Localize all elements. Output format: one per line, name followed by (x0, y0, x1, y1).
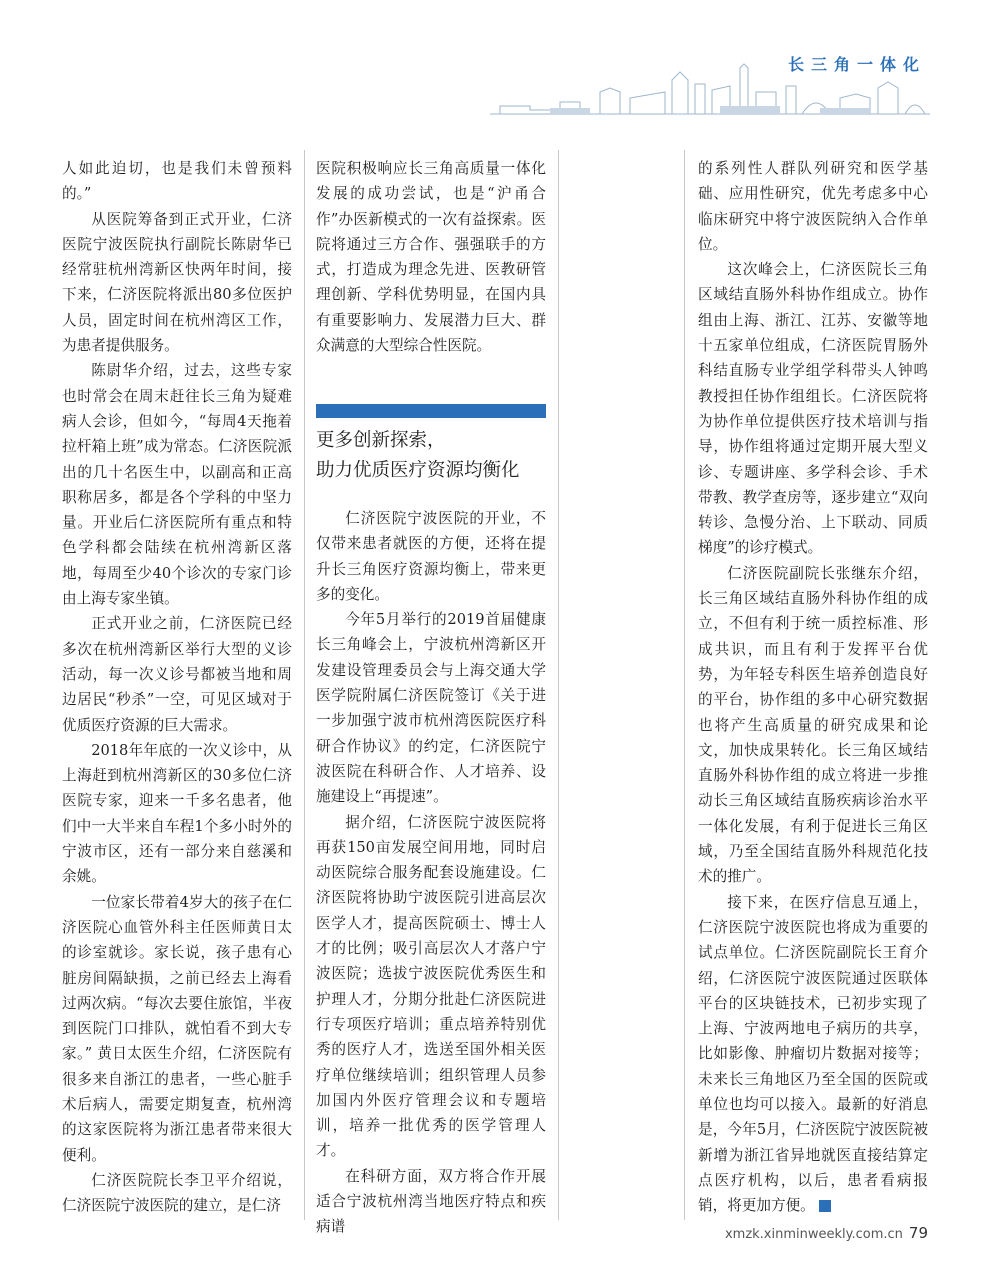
paragraph: 2018年年底的一次义诊中，从上海赶到杭州湾新区的30多位仁济医院专家，迎来一千多名患者，他们中一大半来自车程1个多小时外的宁波市区，还有一部分来自慈溪和余姚。 (62, 741, 292, 886)
footer-url: xmzk.xinminweekly.com.cn (724, 1227, 903, 1242)
column-divider-3 (684, 150, 685, 1220)
paragraph: 仁济医院副院长张继东介绍，长三角区域结直肠外科协作组的成立，不但有利于统一质控标准、形成共识，而且有利于发挥平台优势，为年轻专科医生培养创造良好的平台，协作组的多中心研究数据也将产生高质量的研究成果和论文，加快成果转化。长三角区域结直肠外科协作组的成立将进一步推动长三角区域结直肠疾病诊治水平一体化发展，有利于促进长三角区域，乃至全国结直肠外科规范化技术的推广。 (698, 564, 928, 886)
paragraph: 医院积极响应长三角高质量一体化发展的成功尝试，也是“沪甬合作”办医新模式的一次有益探索。医院将通过三方合作、强强联手的方式，打造成为理念先进、医教研管理创新、学科优势明显，在国内具有重要影响力、发展潜力巨大、群众满意的大型综合性医院。 (316, 160, 546, 355)
paragraph: 一位家长带着4岁大的孩子在仁济医院心血管外科主任医师黄日太的诊室就诊。家长说，孩子患有心脏房间隔缺损，之前已经去上海看过两次病。“每次去要住旅馆，半夜到医院门口排队，就怕看不到大专家。” 黄日太医生介绍，仁济医院有很多来自浙江的患者，一些心脏手术后病人，需要定期复查，杭州湾的这家医院将为浙江患者带来很大便利。 (62, 893, 292, 1164)
subhead-accent-bar (316, 404, 546, 418)
paragraph: 今年5月举行的2019首届健康长三角峰会上，宁波杭州湾新区开发建设管理委员会与上海交通大学医学院附属仁济医院签订《关于进一步加强宁波市杭州湾医院医疗科研合作协议》的约定，仁济医院宁波医院在科研合作、人才培养、设施建设上“再提速”。 (316, 611, 546, 806)
article-column-2-continued (316, 506, 546, 1240)
paragraph: 在科研方面，双方将合作开展适合宁波杭州湾当地医疗特点和疾病谱 (316, 1167, 546, 1236)
city-skyline-illustration (490, 62, 930, 124)
paragraph: 这次峰会上，仁济医院长三角区域结直肠外科协作组成立。协作组由上海、浙江、江苏、安徽等地十五家单位组成，仁济医院胃肠外科结直肠专业学组学科带头人钟鸣教授担任协作组组长。仁济医院将为协作单位提供医疗技术培训与指导，协作组将通过定期开展大型义诊、专题讲座、多学科会诊、手术带教、教学查房等，逐步建立“双向转诊、急慢分治、上下联动、同质梯度”的诊疗模式。 (698, 261, 928, 557)
column-divider-2 (558, 150, 559, 1220)
section-label: 长三角一体化 (787, 55, 926, 74)
paragraph: 据介绍，仁济医院宁波医院将再获150亩发展空间用地，同时启动医院综合服务配套设施建设。仁济医院将协助宁波医院引进高层次医学人才，提高医院硕士、博士人才的比例；吸引高层次人才落户宁波医院；选拔宁波医院优秀医生和护理人才，分期分批赴仁济医院进行专项医疗培训；重点培养特别优秀的医疗人才，选送至国外相关医疗单位继续培训；组织管理人员参加国内外医疗管理会议和专题培训，培养一批优秀的医学管理人才。 (316, 813, 546, 1160)
article-column-2 (316, 156, 546, 358)
page-number: 79 (908, 1224, 928, 1242)
paragraph: 人如此迫切，也是我们未曾预料的。” (62, 160, 292, 203)
column-divider-1 (304, 150, 305, 1220)
subheading-line-1: 更多创新探索， (316, 430, 446, 451)
paragraph: 的系列性人群队列研究和医学基础、应用性研究，优先考虑多中心临床研究中将宁波医院纳入合作单位。 (698, 160, 928, 253)
article-column-3 (698, 156, 928, 1218)
paragraph: 陈尉华介绍，过去，这些专家也时常会在周末赶往长三角为疑难病人会诊，但如今，“每周4天拖着拉杆箱上班”成为常态。仁济医院派出的几十名医生中，以副高和正高职称居多，都是各个学科的中坚力量。开业后仁济医院所有重点和特色学科都会陆续在杭州湾新区落地，每周至少40个诊次的专家门诊由上海专家坐镇。 (62, 362, 292, 608)
section-subheading (316, 426, 556, 486)
paragraph: 接下来，在医疗信息互通上，仁济医院宁波医院也将成为重要的试点单位。仁济医院副院长王育介绍，仁济医院宁波医院通过医联体平台的区块链技术，已初步实现了上海、宁波两地电子病历的共享，比如影像、肿瘤切片数据对接等；未来长三角地区乃至全国的医院或单位也均可以接入。最新的好消息是，今年5月，仁济医院宁波医院被新增为浙江省异地就医直接结算定点医疗机构，以后，患者看病报销，将更加方便。 M (698, 893, 928, 1215)
paragraph: 仁济医院院长李卫平介绍说，仁济医院宁波医院的建立，是仁济 (62, 1171, 292, 1215)
paragraph: 正式开业之前，仁济医院已经多次在杭州湾新区举行大型的义诊活动，每一次义诊号都被当地和周边居民“秒杀”一空，可见区域对于优质医疗资源的巨大需求。 (62, 615, 292, 734)
article-end-mark-icon: M (819, 1200, 831, 1212)
article-column-1 (62, 156, 292, 1218)
page-footer (725, 1224, 928, 1242)
paragraph: 仁济医院宁波医院的开业，不仅带来患者就医的方便，还将在提升长三角医疗资源均衡上，带来更多的变化。 (316, 510, 546, 603)
paragraph: 从医院筹备到正式开业，仁济医院宁波医院执行副院长陈尉华已经常驻杭州湾新区快两年时间，接下来，仁济医院将派出80多位医护人员，固定时间在杭州湾区工作，为患者提供服务。 (62, 210, 292, 355)
subheading-line-2: 助力优质医疗资源均衡化 (316, 460, 520, 481)
